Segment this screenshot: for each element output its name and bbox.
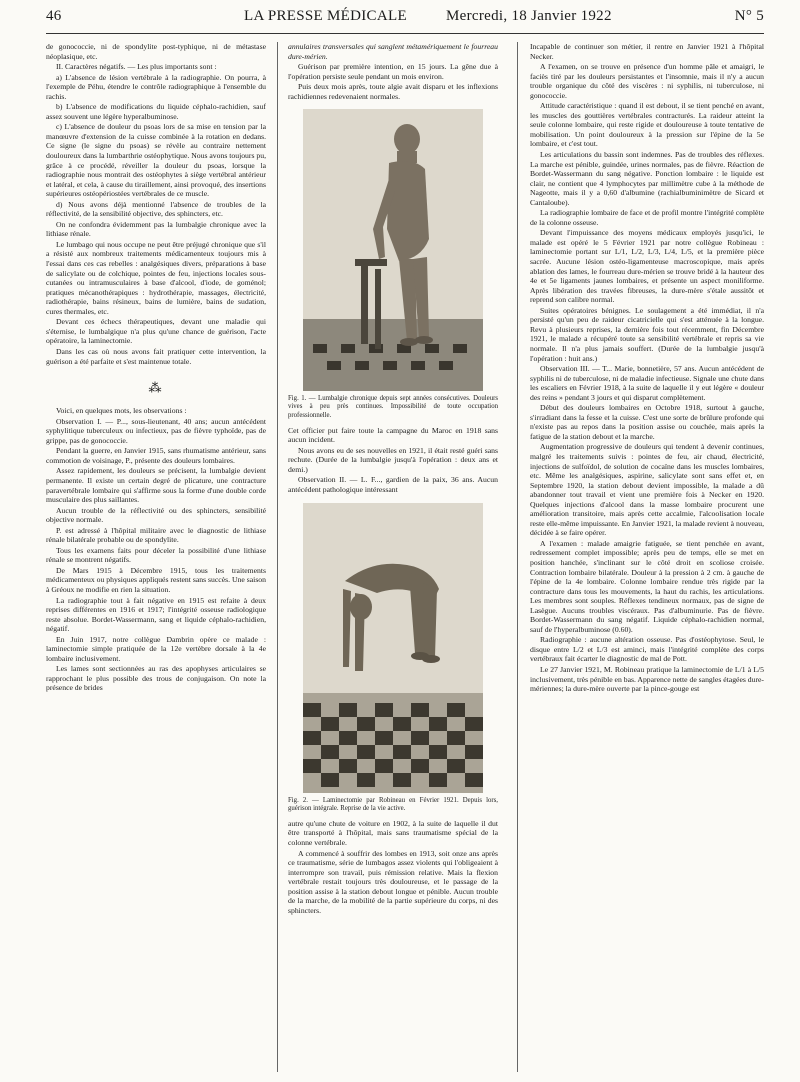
figure-2-photo bbox=[303, 503, 483, 793]
paragraph: Les lames sont sectionnées au ras des apophyses articulaires se rapprochant le plus possible des trous de conjugaison. On note la présence de brides bbox=[46, 664, 266, 693]
paragraph: annulaires transversales qui sanglent métamériquement le fourreau dure-mérien. bbox=[288, 42, 498, 61]
figure-1-photo bbox=[303, 109, 483, 391]
paragraph: A commencé à souffrir des lombes en 1913, soit onze ans après ce traumatisme, série de lumbagos assez violents qui l'obligeaient à interrompre son travail, puis rémission relative. Mais la flexion vertébrale restait toujours très douloureuse, et le passage de la position assise à la station debout longue et pénible. Aucun trouble de la marche, de la mobilité de la partie supérieure du corps, ni des sphincters. bbox=[288, 848, 498, 915]
paragraph: A l'examen : malade amaigrie fatiguée, se tient penchée en avant, redressement complet impossible; après peu de temps, elle se met en position hanchée, s'inclinant sur le côté droit en scoliose croisée. Contraction lombaire bilatérale. Douleur à la pression à 2 cm. à gauche de l'épine de la 4e lombaire. Colonne lombaire rendue très rigide par la contracture dans tous les mouvements, la haut du rachis, les articulations. Les membres sont souples. Réflexes tendineux normaux, pas de signe de Lasègue. Aucuns troubles viscéraux. Pas d'albuminurie. Pas de fièvre. Bordet-Wassermann du sang négatif. Liquide céphalo-rachidien normal, sauf de l'hyperalbuminose (0.60). bbox=[530, 538, 764, 634]
issue-date: Mercredi, 18 Janvier 1922 bbox=[446, 8, 612, 24]
paragraph: c) L'absence de douleur du psoas lors de sa mise en tension par la manœuvre d'extension de la cuisse combinée à la rotation en dedans. Ce signe (le signe du psoas) se révèle au contraire nettement douloureux dans la lumbarthrie ostéophytique. Nous avons toujours pu, grâce à ce procédé, réveiller la douleur du psoas, lorsque la radiographie nous montrait des ostéophytes à siège vertébral antérieur et latéral, et cela, à cause du tiraillement, ainsi provoqué, des insertions supérieures ostéopériostées vertébrales de ce muscle. bbox=[46, 122, 266, 199]
paragraph: La radiographie lombaire de face et de profil montre l'intégrité complète de la colonne osseuse. bbox=[530, 208, 764, 227]
paragraph: de gonococcie, ni de spondylite post-typhique, ni de métastase néoplasique, etc. bbox=[46, 42, 266, 61]
paragraph: Puis deux mois après, toute algie avait disparu et les inflexions rachidiennes redevenaient normales. bbox=[288, 82, 498, 101]
paragraph: Observation II. — L. F..., gardien de la paix, 36 ans. Aucun antécédent pathologique intéressant bbox=[288, 475, 498, 495]
paragraph: Incapable de continuer son métier, il rentre en Janvier 1921 à l'hôpital Necker. bbox=[530, 42, 764, 61]
paragraph: Voici, en quelques mots, les observations : bbox=[56, 406, 187, 416]
column-divider bbox=[517, 42, 518, 1072]
paragraph: Dans les cas où nous avons fait pratiquer cette intervention, la guérison a été parfaite et s'est maintenue totale. bbox=[46, 346, 266, 366]
paragraph: Suites opératoires bénignes. Le soulagement a été immédiat, il n'a persisté qu'un peu de raideur cicatricielle qui s'est atténuée à la longue. Revu à plusieurs reprises, la dernière fois tout récemment, fin Décembre 1921, le malade a récupéré toute sa sensibilité vertébrale et repris sa vie normale. Il n'a plus jamais souffert. (Durée de la lumbalgie jusqu'à l'opération : huit ans.) bbox=[530, 305, 764, 363]
paragraph: Les articulations du bassin sont indemnes. Pas de troubles des réflexes. La marche est pénible, guindée, urines normales, pas de fièvre. Réaction de Bordet-Wassermann du sang négative. Ponction lombaire : le liquide est clair, ne contient que 4 lymphocytes par millimètre cube à la méthode de Nageotte, mais il y a 0,60 d'albumine (rachialbuminimètre de Sicard et Cantaloube). bbox=[530, 150, 764, 207]
column-2 bbox=[288, 42, 498, 1076]
paragraph: Assez rapidement, les douleurs se précisent, la lumbalgie devient permanente. Il existe un certain degré de plicature, une contracture paravertébrale lombaire qui s'affirme sous la forme d'une double corde musculaire des plus saillantes. bbox=[46, 466, 266, 505]
paragraph: b) L'absence de modifications du liquide céphalo-rachidien, sauf assez souvent une légère hyperalbuminose. bbox=[46, 102, 266, 121]
paragraph: Nous avons eu de ses nouvelles en 1921, il était resté guéri sans rechute. (Durée de la lumbalgie jusqu'à l'opération : deux ans et demi.) bbox=[288, 445, 498, 474]
column-3 bbox=[530, 42, 764, 1076]
paragraph: Devant ces échecs thérapeutiques, devant une maladie qui s'éternise, le lumbalgique n'a plus qu'une chance de guérison, l'acte opératoire, la laminectomie. bbox=[46, 317, 266, 346]
paragraph: Devant l'impuissance des moyens médicaux employés jusqu'ici, le malade est opéré le 5 Février 1921 par notre collègue Robineau : laminectomie portant sur L/1, L/2, L/3, L/4, L/5, et la première pièce sacrée. Aucune lésion ostéo-ligamenteuse macroscopique, mais après ablation des lames, le fourreau dure-mérien se trouve bridé à la hauteur des 4e et 5e ligaments jaunes lombaires, et présente un aspect moniliforme. Après libération des travées fibreuses, la dure-mère s'étale aussitôt et reprend son calibre normal. bbox=[530, 228, 764, 305]
paragraph: P. est adressé à l'hôpital militaire avec le diagnostic de lithiase rénale bilatérale probable ou de spondylite. bbox=[46, 525, 266, 545]
paragraph: En Juin 1917, notre collègue Dambrin opère ce malade : laminectomie simple pratiquée de la 12e vertèbre dorsale à la 4e lombaire inclusivement. bbox=[46, 634, 266, 663]
figure-1-caption: Fig. 1. — Lumbalgie chronique depuis sept années consécutives. Douleurs vives à peu près continues. Impossibilité de toute occupation professionnelle. bbox=[288, 395, 498, 419]
paragraph: Pendant la guerre, en Janvier 1915, sans rhumatisme antérieur, sans commotion de voisinage, P., présente des douleurs lombaires. bbox=[46, 446, 266, 465]
column-divider bbox=[277, 42, 278, 1072]
figure-2-caption: Fig. 2. — Laminectomie par Robineau en Février 1921. Depuis lors, guérison intégrale. Reprise de la vie active. bbox=[288, 796, 498, 812]
paragraph: autre qu'une chute de voiture en 1902, à la suite de laquelle il dut être transporté à l'hôpital, mais sans traumatisme spécial de la colonne vertébrale. bbox=[288, 818, 498, 847]
paragraph: Observation III. — T... Marie, bonnetière, 57 ans. Aucun antécédent de syphilis ni de tuberculose, ni de maladie infectieuse. Signale une chute dans les escaliers en Février 1918, à la suite de laquelle il y eut légère « douleur des reins » pendant 3 jours et qui disparut complètement. bbox=[530, 364, 764, 402]
paragraph: Guérison par première intention, en 15 jours. La gêne due à l'opération persiste seule pendant un mois environ. bbox=[288, 62, 498, 81]
paragraph: Le 27 Janvier 1921, M. Robineau pratique la laminectomie de L/1 à L/5 inclusivement, très pénible en bas. Apparence nette de sangles étagées dure-mériennes; la dure-mère ouverte par la pince-gouge est bbox=[530, 665, 764, 694]
paragraph: II. Caractères négatifs. — Les plus importants sont : bbox=[56, 62, 217, 72]
header-rule bbox=[46, 33, 764, 34]
page-number: 46 bbox=[46, 8, 62, 24]
paragraph: a) L'absence de lésion vertébrale à la radiographie. On pourra, à l'exemple de Péhu, étendre le contrôle radiographique à l'ensemble du rachis. bbox=[46, 72, 266, 101]
paragraph: Le lumbago qui nous occupe ne peut être préjugé chronique que s'il a résisté aux nombreux traitements médicamenteux toujours mis à l'essai dans ces cas rebelles : analgésiques divers, préparations à base de salicylate ou de colchique, pointes de feu, injections locales sous-cutanées ou intramusculaires à base d'alcool, d'iode, de goménol; pratiques mécanothérapiques : hydrothérapie, massages, électricité, radiothérapie, bains résineux, bains de lumière, bains de sudation, cures thermales, etc. bbox=[46, 239, 266, 316]
paragraph: La radiographie tout à fait négative en 1915 est refaite à deux reprises différentes en 1916 et 1917; l'intégrité osseuse radiologique reste absolue. Bordet-Wassermann, sang et liquide céphalo-rachidien, négatif. bbox=[46, 595, 266, 634]
paragraph: Observation I. — P..., sous-lieutenant, 40 ans; aucun antécédent syphylitique tuberculeux ou infectieux, pas de fièvre typhoïde, pas de grippe, pas de gonococcie. bbox=[46, 416, 266, 445]
paragraph: Cet officier put faire toute la campagne du Maroc en 1918 sans aucun incident. bbox=[288, 425, 498, 445]
paragraph: On ne confondra évidemment pas la lumbalgie chronique avec la lithiase rénale. bbox=[46, 219, 266, 239]
issue-number: N° 5 bbox=[734, 8, 764, 24]
paragraph: Début des douleurs lombaires en Octobre 1918, surtout à gauche, s'irradiant dans la fesse et la cuisse. C'est une sorte de brûlure profonde qui n'existe pas au repos dans la position assise ou couchée, mais après la fatigue de la station debout et la marche. bbox=[530, 403, 764, 441]
paragraph: Tous les examens faits pour déceler la possibilité d'une lithiase rénale se montrent négatifs. bbox=[46, 545, 266, 565]
paragraph: A l'examen, on se trouve en présence d'un homme pâle et amaigri, le faciès tiré par les douleurs persistantes et l'insomnie, mais il n'y a aucun trouble organique du côté des viscères : ni syphilis, ni tuberculose, ni gonococcie. bbox=[530, 62, 764, 100]
paragraph: Aucun trouble de la réflectivité ou des sphincters, sensibilité objective normale. bbox=[46, 505, 266, 525]
paragraph: Radiographie : aucune altération osseuse. Pas d'ostéophytose. Seul, le disque entre L/2 et L/3 est aminci, mais l'intégrité complète des corps vertébraux fait écarter le diagnostic de mal de Pott. bbox=[530, 635, 764, 664]
paragraph: d) Nous avons déjà mentionné l'absence de troubles de la réflectivité, de la sensibilité objective, des sphincters, etc. bbox=[46, 199, 266, 219]
paragraph: Attitude caractéristique : quand il est debout, il se tient penché en avant, les muscles des gouttières vertébrales contracturés. La raideur atteint la seule colonne lombaire, qui reste rigide et douloureuse à toute tentative de mobilisation. Un point douloureux à la pression sur l'épine de la 5e lombaire, et c'est tout. bbox=[530, 101, 764, 149]
paragraph: Augmentation progressive de douleurs qui tendent à devenir continues, malgré les traitements suivis : pointes de feu, air chaud, électricité, injections de sulfoïdol, de solution de cocaïne dans les muscles lombaires, etc. Même les analgésiques, aspirine, salicylate sont sans effet et, en Septembre 1920, la station debout devient impossible, la malade a dû abandonner tout travail et vient une première fois à Necker en 1920. Quelques injections d'alcool dans la masse lombaire procurent une amélioration transitoire, mais après cette accalmie, l'alcoolisation locale reste elle-même impuissante. En Janvier 1921, la malade revient à nouveau, décidée à se faire opérer. bbox=[530, 442, 764, 538]
column-1 bbox=[46, 42, 266, 1076]
page-header bbox=[46, 8, 764, 30]
paragraph: De Mars 1915 à Décembre 1915, tous les traitements médicamenteux ou physiques appliqués restent sans succès. Une saison à Gréoux ne modifie en rien la situation. bbox=[46, 565, 266, 594]
section-separator: ⁂ bbox=[148, 380, 164, 396]
journal-title: LA PRESSE MÉDICALE bbox=[244, 8, 407, 24]
